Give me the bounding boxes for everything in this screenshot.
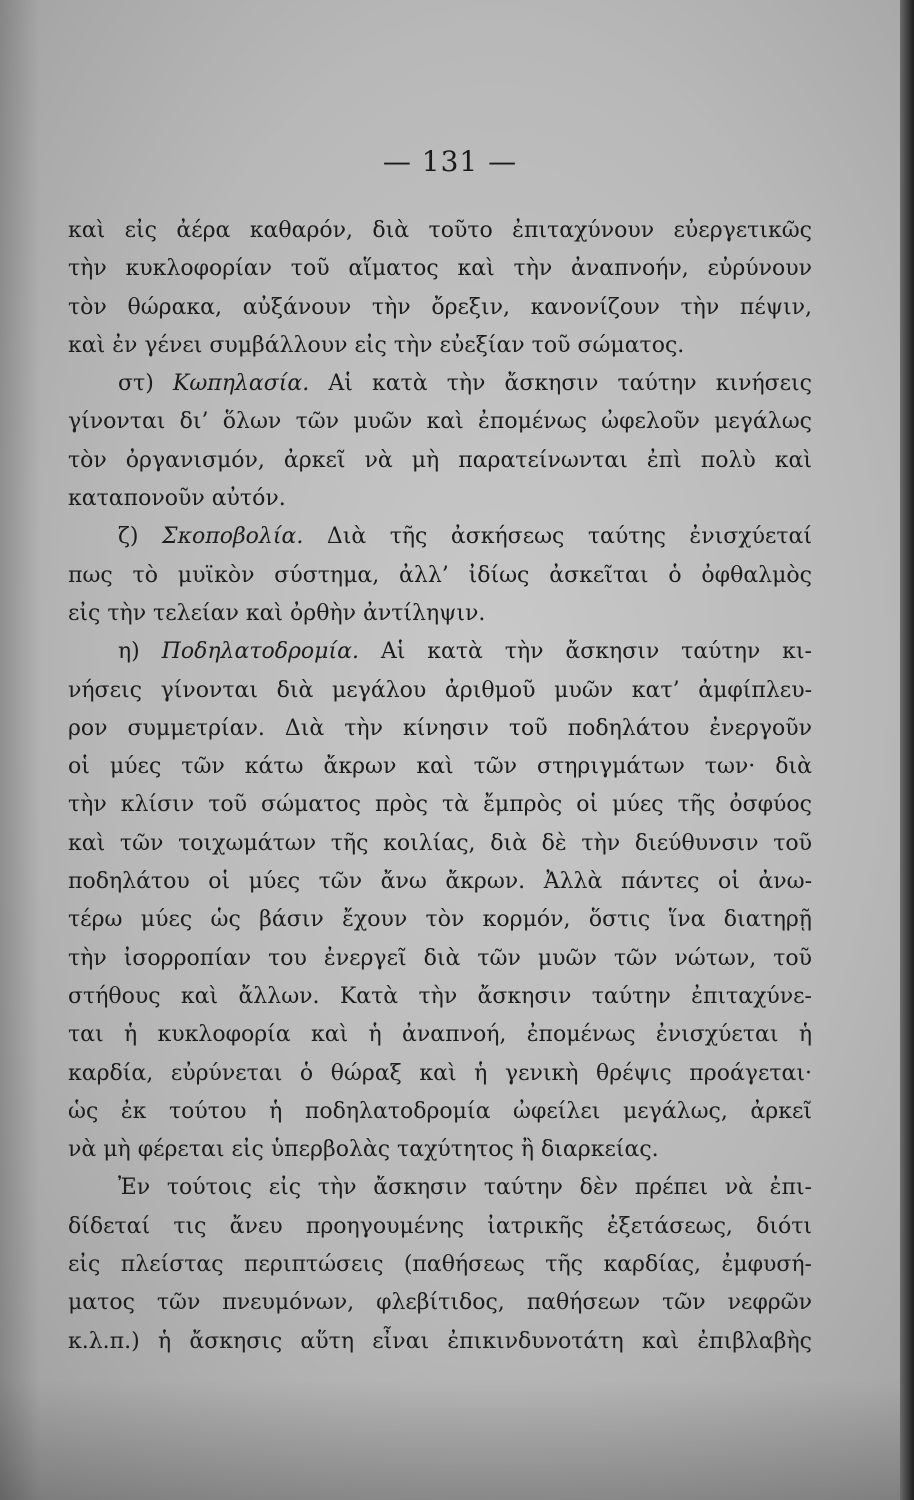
text-line — [68, 327, 812, 365]
line-text: ματος τῶν πνευμόνων, φλεβίτιδος, παθήσεων τῶν νεφρῶν — [68, 1290, 812, 1316]
line-text: κ.λ.π.) ἡ ἄσκησις αὕτη εἶναι ἐπικινδυνοτάτη καὶ ἐπιβλαβὴς — [68, 1328, 812, 1354]
text-line — [68, 978, 812, 1016]
text-line — [68, 557, 812, 595]
line-text: δίδεταί τις ἄνευ προηγουμένης ἰατρικῆς ἐξετάσεως, διότι — [68, 1213, 812, 1239]
line-text: τὴν κλίσιν τοῦ σώματος πρὸς τὰ ἔμπρὸς οἱ μύες τῆς ὀσφύος — [68, 792, 812, 818]
text-line — [68, 1131, 812, 1169]
section-heading: Κωπηλασία. — [172, 371, 310, 397]
text-line — [68, 825, 812, 863]
line-text: εἰς πλείστας περιπτώσεις (παθήσεως τῆς καρδίας, ἐμφυσή- — [68, 1252, 812, 1278]
page-gutter-shadow — [0, 0, 40, 1500]
line-text: στήθους καὶ ἄλλων. Κατὰ τὴν ἄσκησιν ταύτην ἐπιταχύνε- — [68, 983, 812, 1009]
text-line — [68, 480, 812, 518]
page-bottom-shadow — [0, 1380, 900, 1500]
text-line — [68, 1016, 812, 1054]
body-text — [68, 212, 812, 1361]
text-line — [68, 250, 812, 288]
section-label: ζ) — [118, 524, 163, 550]
line-text: νήσεις γίνονται διὰ μεγάλου ἀριθμοῦ μυῶν κατ’ ἀμφίπλευ- — [68, 677, 812, 703]
line-text: καὶ εἰς ἀέρα καθαρόν, διὰ τοῦτο ἐπιταχύνουν εὐεργετικῶς — [68, 218, 812, 243]
text-line — [68, 518, 812, 556]
line-text: Ἐν τούτοις εἰς τὴν ἄσκησιν ταύτην δὲν πρέπει νὰ ἐπι- — [118, 1175, 812, 1201]
section-heading: Σκοποβολία. — [162, 524, 304, 550]
line-text: γίνονται δι’ ὅλων τῶν μυῶν καὶ ἐπομένως ὠφελοῦν μεγάλως — [68, 409, 812, 435]
line-text: πως τὸ μυϊκὸν σύστημα, ἀλλ’ ἰδίως ἀσκεῖται ὁ ὀφθαλμὸς — [68, 562, 812, 588]
section-label: στ) — [118, 371, 173, 397]
line-text: οἱ μύες τῶν κάτω ἄκρων καὶ τῶν στηριγμάτων των· διὰ — [68, 754, 812, 780]
text-line — [68, 365, 812, 403]
line-text: ποδηλάτου οἱ μύες τῶν ἄνω ἄκρων. Ἀλλὰ πάντες οἱ ἀνω- — [68, 869, 812, 895]
text-line — [68, 1208, 812, 1246]
line-text: νὰ μὴ φέρεται εἰς ὑπερβολὰς ταχύτητος ἢ διαρκείας. — [68, 1137, 659, 1163]
line-text: Διὰ τῆς ἀσκήσεως ταύτης ἐνισχύεταί — [303, 524, 812, 550]
page-number: — 131 — — [382, 145, 518, 178]
line-text: καὶ τῶν τοιχωμάτων τῆς κοιλίας, διὰ δὲ τὴν διεύθυνσιν τοῦ — [68, 830, 812, 856]
line-text: Αἱ κατὰ τὴν ἄσκησιν ταύτην κι- — [358, 639, 812, 665]
line-text: ρον συμμετρίαν. Διὰ τὴν κίνησιν τοῦ ποδηλάτου ἐνεργοῦν — [68, 715, 812, 741]
text-line — [68, 633, 812, 671]
text-line — [68, 940, 812, 978]
section-label: η) — [118, 639, 162, 665]
line-text: καρδία, εὐρύνεται ὁ θώραξ καὶ ἡ γενικὴ θρέψις προάγεται· — [68, 1060, 812, 1086]
text-line — [68, 595, 812, 633]
line-text: τὴν ἰσορροπίαν του ἐνεργεῖ διὰ τῶν μυῶν τῶν νώτων, τοῦ — [68, 945, 812, 971]
section-heading: Ποδηλατοδρομία. — [161, 639, 359, 665]
line-text: εἰς τὴν τελείαν καὶ ὀρθὴν ἀντίληψιν. — [68, 600, 486, 626]
text-line — [68, 212, 812, 250]
page-edge — [900, 0, 914, 1500]
text-line — [68, 289, 812, 327]
text-line — [68, 710, 812, 748]
line-text: τὸν θώρακα, αὐξάνουν τὴν ὄρεξιν, κανονίζουν τὴν πέψιν, — [68, 294, 812, 320]
line-text: ὡς ἐκ τούτου ἡ ποδηλατοδρομία ὠφείλει μεγάλως, ἀρκεῖ — [68, 1098, 812, 1124]
text-line — [68, 901, 812, 939]
text-line — [68, 672, 812, 710]
text-line — [68, 786, 812, 824]
text-line — [68, 1246, 812, 1284]
line-text: ται ἡ κυκλοφορία καὶ ἡ ἀναπνοή, ἐπομένως ἐνισχύεται ἡ — [68, 1022, 812, 1048]
text-line — [68, 1055, 812, 1093]
text-line — [68, 442, 812, 480]
text-line — [68, 748, 812, 786]
line-text: Αἱ κατὰ τὴν ἄσκησιν ταύτην κινήσεις — [309, 371, 813, 397]
text-line — [68, 403, 812, 441]
text-line — [68, 1323, 812, 1361]
text-line — [68, 1284, 812, 1322]
text-line — [68, 1169, 812, 1207]
text-line — [68, 1093, 812, 1131]
line-text: τὸν ὀργανισμόν, ἀρκεῖ νὰ μὴ παρατείνωνται ἐπὶ πολὺ καὶ — [68, 447, 812, 473]
text-line — [68, 863, 812, 901]
line-text: καὶ ἐν γένει συμβάλλουν εἰς τὴν εὐεξίαν τοῦ σώματος. — [68, 332, 685, 358]
line-text: τὴν κυκλοφορίαν τοῦ αἵματος καὶ τὴν ἀναπνοήν, εὐρύνουν — [68, 256, 812, 282]
line-text: τέρω μύες ὡς βάσιν ἔχουν τὸν κορμόν, ὅστις ἵνα διατηρῇ — [68, 907, 812, 933]
line-text: καταπονοῦν αὐτόν. — [68, 486, 286, 512]
